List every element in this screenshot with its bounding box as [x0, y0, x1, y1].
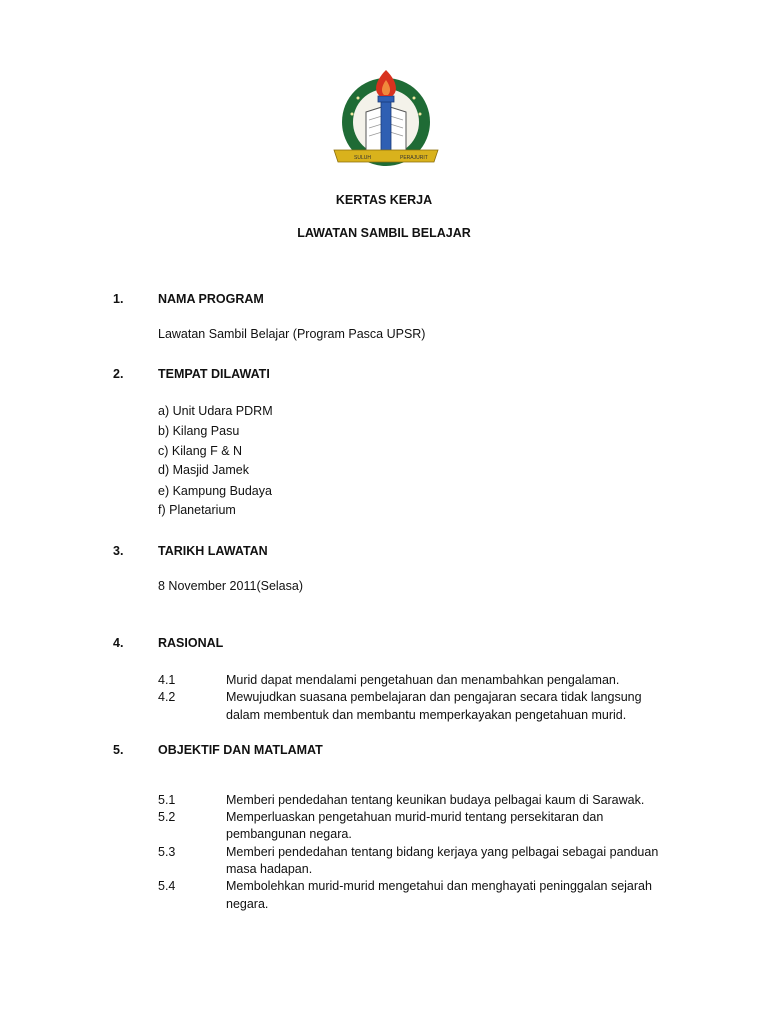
section-2-number: 2. [113, 367, 124, 381]
point-number: 5.2 [158, 810, 176, 824]
document-subtitle: LAWATAN SAMBIL BELAJAR [297, 226, 471, 240]
section-1-body: Lawatan Sambil Belajar (Program Pasca UPSR) [158, 327, 426, 341]
point-text: Memberi pendedahan tentang keunikan budaya pelbagai kaum di Sarawak. [226, 793, 645, 807]
list-item: e) Kampung Budaya [158, 484, 272, 498]
section-4-heading: RASIONAL [158, 636, 224, 650]
point-text: Murid dapat mendalami pengetahuan dan menambahkan pengalaman. [226, 673, 620, 687]
section-5-number: 5. [113, 743, 124, 757]
point-number: 4.2 [158, 690, 176, 704]
list-item: b) Kilang Pasu [158, 424, 240, 438]
school-crest-logo [330, 66, 442, 176]
document-title: KERTAS KERJA [335, 193, 433, 207]
section-2-heading: TEMPAT DILAWATI [158, 367, 270, 381]
point-text: masa hadapan. [226, 862, 313, 876]
point-number: 4.1 [158, 673, 176, 687]
point-text: dalam membentuk dan membantu memperkayakan pengetahuan murid. [226, 708, 627, 722]
point-number: 5.4 [158, 879, 176, 893]
list-item: c) Kilang F & N [158, 444, 243, 458]
section-3-number: 3. [113, 544, 124, 558]
section-4-number: 4. [113, 636, 124, 650]
point-number: 5.1 [158, 793, 176, 807]
list-item: a) Unit Udara PDRM [158, 404, 273, 418]
section-3-body: 8 November 2011(Selasa) [158, 579, 303, 593]
list-item: f) Planetarium [158, 503, 236, 517]
section-5-heading: OBJEKTIF DAN MATLAMAT [158, 743, 323, 757]
section-1-number: 1. [113, 292, 124, 306]
point-text: pembangunan negara. [226, 827, 352, 841]
section-1-heading: NAMA PROGRAM [158, 292, 264, 306]
list-item: d) Masjid Jamek [158, 463, 249, 477]
section-3-heading: TARIKH LAWATAN [158, 544, 268, 558]
motto-left-text: SULUH [354, 155, 371, 161]
point-text: Mewujudkan suasana pembelajaran dan pengajaran secara tidak langsung [226, 690, 642, 704]
point-text: Memberi pendedahan tentang bidang kerjaya yang pelbagai sebagai panduan [226, 845, 659, 859]
point-number: 5.3 [158, 845, 176, 859]
motto-right-text: PERAJURIT [400, 155, 428, 161]
point-text: Memperluaskan pengetahuan murid-murid tentang persekitaran dan [226, 810, 604, 824]
point-text: Membolehkan murid-murid mengetahui dan menghayati peninggalan sejarah [226, 879, 652, 893]
point-text: negara. [226, 897, 269, 911]
